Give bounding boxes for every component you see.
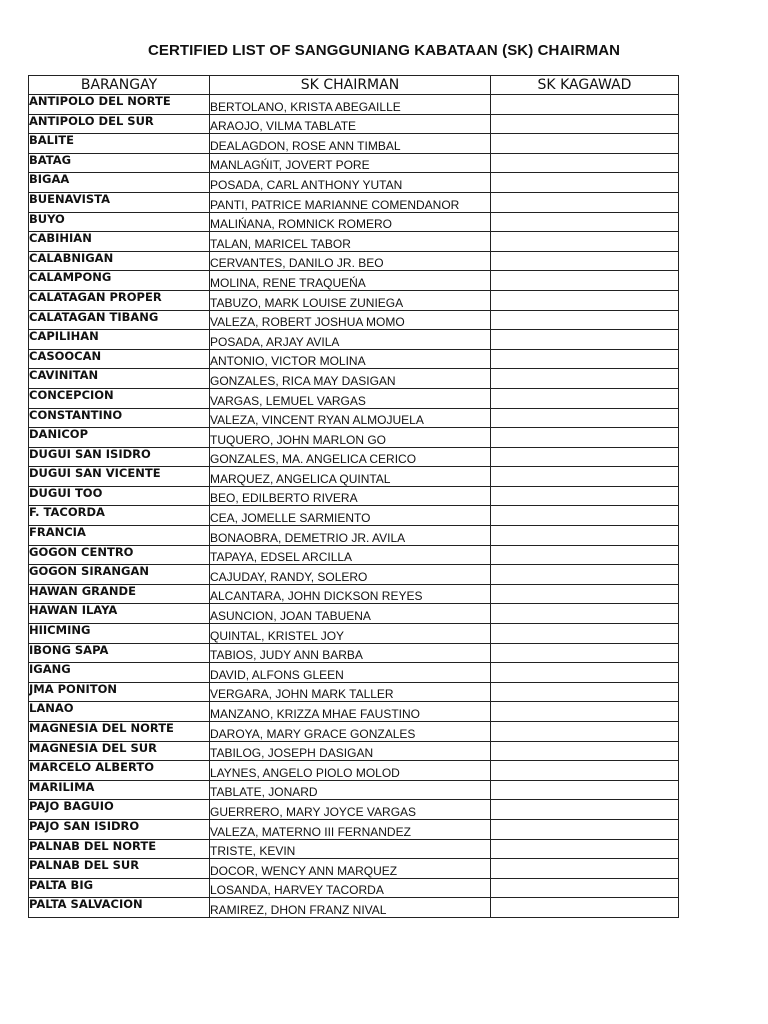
sk-chairman-cell: TAPAYA, EDSEL ARCILLA bbox=[210, 545, 491, 565]
table-header-row bbox=[29, 76, 679, 95]
sk-kagawad-cell bbox=[491, 408, 679, 428]
table-row bbox=[29, 153, 679, 173]
table-row bbox=[29, 310, 679, 330]
document-title: CERTIFIED LIST OF SANGGUNIANG KABATAAN (SK) CHAIRMAN bbox=[147, 42, 621, 59]
sk-kagawad-cell bbox=[491, 192, 679, 212]
table-row bbox=[29, 819, 679, 839]
table-row bbox=[29, 95, 679, 115]
table-row bbox=[29, 232, 679, 252]
table-row bbox=[29, 780, 679, 800]
barangay-cell: CALAMPONG bbox=[29, 271, 210, 291]
table-row bbox=[29, 604, 679, 624]
sk-kagawad-cell bbox=[491, 232, 679, 252]
sk-chairman-cell: GONZALES, RICA MAY DASIGAN bbox=[210, 369, 491, 389]
barangay-cell: MAGNESIA DEL SUR bbox=[29, 741, 210, 761]
barangay-cell: HIICMING bbox=[29, 624, 210, 644]
barangay-cell: BUYO bbox=[29, 212, 210, 232]
sk-kagawad-cell bbox=[491, 643, 679, 663]
table-row bbox=[29, 761, 679, 781]
sk-kagawad-cell bbox=[491, 369, 679, 389]
sk-kagawad-cell bbox=[491, 486, 679, 506]
table-row bbox=[29, 624, 679, 644]
barangay-cell: CAPILIHAN bbox=[29, 330, 210, 350]
sk-kagawad-cell bbox=[491, 761, 679, 781]
barangay-cell: JMA PONITON bbox=[29, 682, 210, 702]
barangay-cell: CALATAGAN TIBANG bbox=[29, 310, 210, 330]
barangay-cell: PALNAB DEL SUR bbox=[29, 859, 210, 879]
sk-kagawad-cell bbox=[491, 349, 679, 369]
sk-kagawad-cell bbox=[491, 604, 679, 624]
barangay-cell: DUGUI SAN VICENTE bbox=[29, 467, 210, 487]
table-row bbox=[29, 388, 679, 408]
barangay-cell: DUGUI SAN ISIDRO bbox=[29, 447, 210, 467]
sk-kagawad-cell bbox=[491, 153, 679, 173]
sk-kagawad-cell bbox=[491, 584, 679, 604]
sk-kagawad-cell bbox=[491, 898, 679, 918]
sk-chairman-cell: CAJUDAY, RANDY, SOLERO bbox=[210, 565, 491, 585]
barangay-cell: LANAO bbox=[29, 702, 210, 722]
sk-chairman-cell: LOSANDA, HARVEY TACORDA bbox=[210, 878, 491, 898]
sk-chairman-cell: DAROYA, MARY GRACE GONZALES bbox=[210, 722, 491, 742]
sk-chairman-cell: TABLATE, JONARD bbox=[210, 780, 491, 800]
sk-chairman-cell: BERTOLANO, KRISTA ABEGAILLE bbox=[210, 95, 491, 115]
sk-chairman-cell: TABIOS, JUDY ANN BARBA bbox=[210, 643, 491, 663]
sk-chairman-cell: CEA, JOMELLE SARMIENTO bbox=[210, 506, 491, 526]
sk-chairman-cell: VARGAS, LEMUEL VARGAS bbox=[210, 388, 491, 408]
table-row bbox=[29, 408, 679, 428]
barangay-cell: PALTA BIG bbox=[29, 878, 210, 898]
barangay-cell: HAWAN GRANDE bbox=[29, 584, 210, 604]
header-barangay: BARANGAY bbox=[29, 76, 210, 95]
table-row bbox=[29, 545, 679, 565]
sk-chairman-cell: LAYNES, ANGELO PIOLO MOLOD bbox=[210, 761, 491, 781]
sk-kagawad-cell bbox=[491, 290, 679, 310]
sk-chairman-cell: VALEZA, VINCENT RYAN ALMOJUELA bbox=[210, 408, 491, 428]
barangay-cell: ANTIPOLO DEL SUR bbox=[29, 114, 210, 134]
table-row bbox=[29, 741, 679, 761]
sk-chairman-cell: ARAOJO, VILMA TABLATE bbox=[210, 114, 491, 134]
sk-kagawad-cell bbox=[491, 388, 679, 408]
barangay-cell: BALITE bbox=[29, 134, 210, 154]
barangay-cell: MARILIMA bbox=[29, 780, 210, 800]
barangay-cell: ANTIPOLO DEL NORTE bbox=[29, 95, 210, 115]
barangay-cell: CALABNIGAN bbox=[29, 251, 210, 271]
sk-chairman-cell: RAMIREZ, DHON FRANZ NIVAL bbox=[210, 898, 491, 918]
table-row bbox=[29, 800, 679, 820]
barangay-cell: BUENAVISTA bbox=[29, 192, 210, 212]
sk-kagawad-cell bbox=[491, 95, 679, 115]
table-row bbox=[29, 173, 679, 193]
table-row bbox=[29, 663, 679, 683]
sk-kagawad-cell bbox=[491, 859, 679, 879]
sk-chairman-cell: CERVANTES, DANILO JR. BEO bbox=[210, 251, 491, 271]
sk-chairman-cell: PANTI, PATRICE MARIANNE COMENDANOR bbox=[210, 192, 491, 212]
sk-kagawad-cell bbox=[491, 565, 679, 585]
sk-chairman-cell: MANLAGŃIT, JOVERT PORE bbox=[210, 153, 491, 173]
sk-kagawad-cell bbox=[491, 780, 679, 800]
barangay-cell: HAWAN ILAYA bbox=[29, 604, 210, 624]
sk-chairman-cell: MANZANO, KRIZZA MHAE FAUSTINO bbox=[210, 702, 491, 722]
sk-kagawad-cell bbox=[491, 467, 679, 487]
table-row bbox=[29, 839, 679, 859]
sk-kagawad-cell bbox=[491, 819, 679, 839]
sk-chairman-table bbox=[28, 75, 679, 918]
table-row bbox=[29, 878, 679, 898]
sk-kagawad-cell bbox=[491, 526, 679, 546]
barangay-cell: CONSTANTINO bbox=[29, 408, 210, 428]
sk-chairman-cell: BEO, EDILBERTO RIVERA bbox=[210, 486, 491, 506]
sk-kagawad-cell bbox=[491, 878, 679, 898]
sk-chairman-cell: MARQUEZ, ANGELICA QUINTAL bbox=[210, 467, 491, 487]
sk-chairman-cell: DEALAGDON, ROSE ANN TIMBAL bbox=[210, 134, 491, 154]
barangay-cell: CABIHIAN bbox=[29, 232, 210, 252]
table-row bbox=[29, 526, 679, 546]
barangay-cell: DUGUI TOO bbox=[29, 486, 210, 506]
barangay-cell: CALATAGAN PROPER bbox=[29, 290, 210, 310]
sk-chairman-cell: TABUZO, MARK LOUISE ZUNIEGA bbox=[210, 290, 491, 310]
sk-chairman-cell: VERGARA, JOHN MARK TALLER bbox=[210, 682, 491, 702]
sk-kagawad-cell bbox=[491, 624, 679, 644]
sk-chairman-cell: ANTONIO, VICTOR MOLINA bbox=[210, 349, 491, 369]
table-row bbox=[29, 447, 679, 467]
sk-chairman-cell: POSADA, CARL ANTHONY YUTAN bbox=[210, 173, 491, 193]
barangay-cell: CAVINITAN bbox=[29, 369, 210, 389]
sk-kagawad-cell bbox=[491, 212, 679, 232]
sk-kagawad-cell bbox=[491, 251, 679, 271]
sk-chairman-cell: DOCOR, WENCY ANN MARQUEZ bbox=[210, 859, 491, 879]
barangay-cell: CONCEPCION bbox=[29, 388, 210, 408]
sk-chairman-cell: BONAOBRA, DEMETRIO JR. AVILA bbox=[210, 526, 491, 546]
table-row bbox=[29, 859, 679, 879]
sk-kagawad-cell bbox=[491, 839, 679, 859]
sk-chairman-cell: GUERRERO, MARY JOYCE VARGAS bbox=[210, 800, 491, 820]
sk-kagawad-cell bbox=[491, 741, 679, 761]
sk-kagawad-cell bbox=[491, 271, 679, 291]
sk-kagawad-cell bbox=[491, 682, 679, 702]
sk-kagawad-cell bbox=[491, 702, 679, 722]
barangay-cell: DANICOP bbox=[29, 428, 210, 448]
table-row bbox=[29, 192, 679, 212]
table-row bbox=[29, 584, 679, 604]
table-row bbox=[29, 722, 679, 742]
barangay-cell: MARCELO ALBERTO bbox=[29, 761, 210, 781]
table-row bbox=[29, 565, 679, 585]
table-row bbox=[29, 330, 679, 350]
table-row bbox=[29, 369, 679, 389]
sk-chairman-cell: MOLINA, RENE TRAQUEŃA bbox=[210, 271, 491, 291]
table-row bbox=[29, 898, 679, 918]
sk-chairman-cell: VALEZA, MATERNO III FERNANDEZ bbox=[210, 819, 491, 839]
table-row bbox=[29, 682, 679, 702]
sk-kagawad-cell bbox=[491, 506, 679, 526]
sk-kagawad-cell bbox=[491, 663, 679, 683]
barangay-cell: GOGON CENTRO bbox=[29, 545, 210, 565]
sk-chairman-cell: QUINTAL, KRISTEL JOY bbox=[210, 624, 491, 644]
sk-chairman-cell: MALIŃANA, ROMNICK ROMERO bbox=[210, 212, 491, 232]
table-row bbox=[29, 467, 679, 487]
table-row bbox=[29, 134, 679, 154]
sk-chairman-cell: TALAN, MARICEL TABOR bbox=[210, 232, 491, 252]
sk-kagawad-cell bbox=[491, 545, 679, 565]
table-row bbox=[29, 643, 679, 663]
table-row bbox=[29, 251, 679, 271]
sk-kagawad-cell bbox=[491, 134, 679, 154]
barangay-cell: PALTA SALVACION bbox=[29, 898, 210, 918]
barangay-cell: F. TACORDA bbox=[29, 506, 210, 526]
barangay-cell: FRANCIA bbox=[29, 526, 210, 546]
sk-kagawad-cell bbox=[491, 800, 679, 820]
header-sk-kagawad: SK KAGAWAD bbox=[491, 76, 679, 95]
barangay-cell: CASOOCAN bbox=[29, 349, 210, 369]
table-row bbox=[29, 506, 679, 526]
sk-kagawad-cell bbox=[491, 173, 679, 193]
sk-chairman-cell: VALEZA, ROBERT JOSHUA MOMO bbox=[210, 310, 491, 330]
barangay-cell: IGANG bbox=[29, 663, 210, 683]
sk-kagawad-cell bbox=[491, 428, 679, 448]
sk-chairman-cell: ALCANTARA, JOHN DICKSON REYES bbox=[210, 584, 491, 604]
table-row bbox=[29, 290, 679, 310]
barangay-cell: BIGAA bbox=[29, 173, 210, 193]
sk-chairman-cell: TABILOG, JOSEPH DASIGAN bbox=[210, 741, 491, 761]
table-row bbox=[29, 271, 679, 291]
sk-chairman-cell: DAVID, ALFONS GLEEN bbox=[210, 663, 491, 683]
sk-kagawad-cell bbox=[491, 447, 679, 467]
barangay-cell: PAJO SAN ISIDRO bbox=[29, 819, 210, 839]
barangay-cell: BATAG bbox=[29, 153, 210, 173]
header-sk-chairman: SK CHAIRMAN bbox=[210, 76, 491, 95]
table-row bbox=[29, 114, 679, 134]
table-row bbox=[29, 702, 679, 722]
table-row bbox=[29, 486, 679, 506]
sk-chairman-cell: POSADA, ARJAY AVILA bbox=[210, 330, 491, 350]
sk-chairman-cell: TUQUERO, JOHN MARLON GO bbox=[210, 428, 491, 448]
sk-kagawad-cell bbox=[491, 310, 679, 330]
barangay-cell: IBONG SAPA bbox=[29, 643, 210, 663]
barangay-cell: PAJO BAGUIO bbox=[29, 800, 210, 820]
barangay-cell: GOGON SIRANGAN bbox=[29, 565, 210, 585]
sk-kagawad-cell bbox=[491, 722, 679, 742]
sk-chairman-cell: TRISTE, KEVIN bbox=[210, 839, 491, 859]
barangay-cell: MAGNESIA DEL NORTE bbox=[29, 722, 210, 742]
sk-chairman-cell: ASUNCION, JOAN TABUENA bbox=[210, 604, 491, 624]
table-row bbox=[29, 212, 679, 232]
sk-kagawad-cell bbox=[491, 330, 679, 350]
table-row bbox=[29, 349, 679, 369]
sk-kagawad-cell bbox=[491, 114, 679, 134]
table-row bbox=[29, 428, 679, 448]
sk-chairman-cell: GONZALES, MA. ANGELICA CERICO bbox=[210, 447, 491, 467]
barangay-cell: PALNAB DEL NORTE bbox=[29, 839, 210, 859]
